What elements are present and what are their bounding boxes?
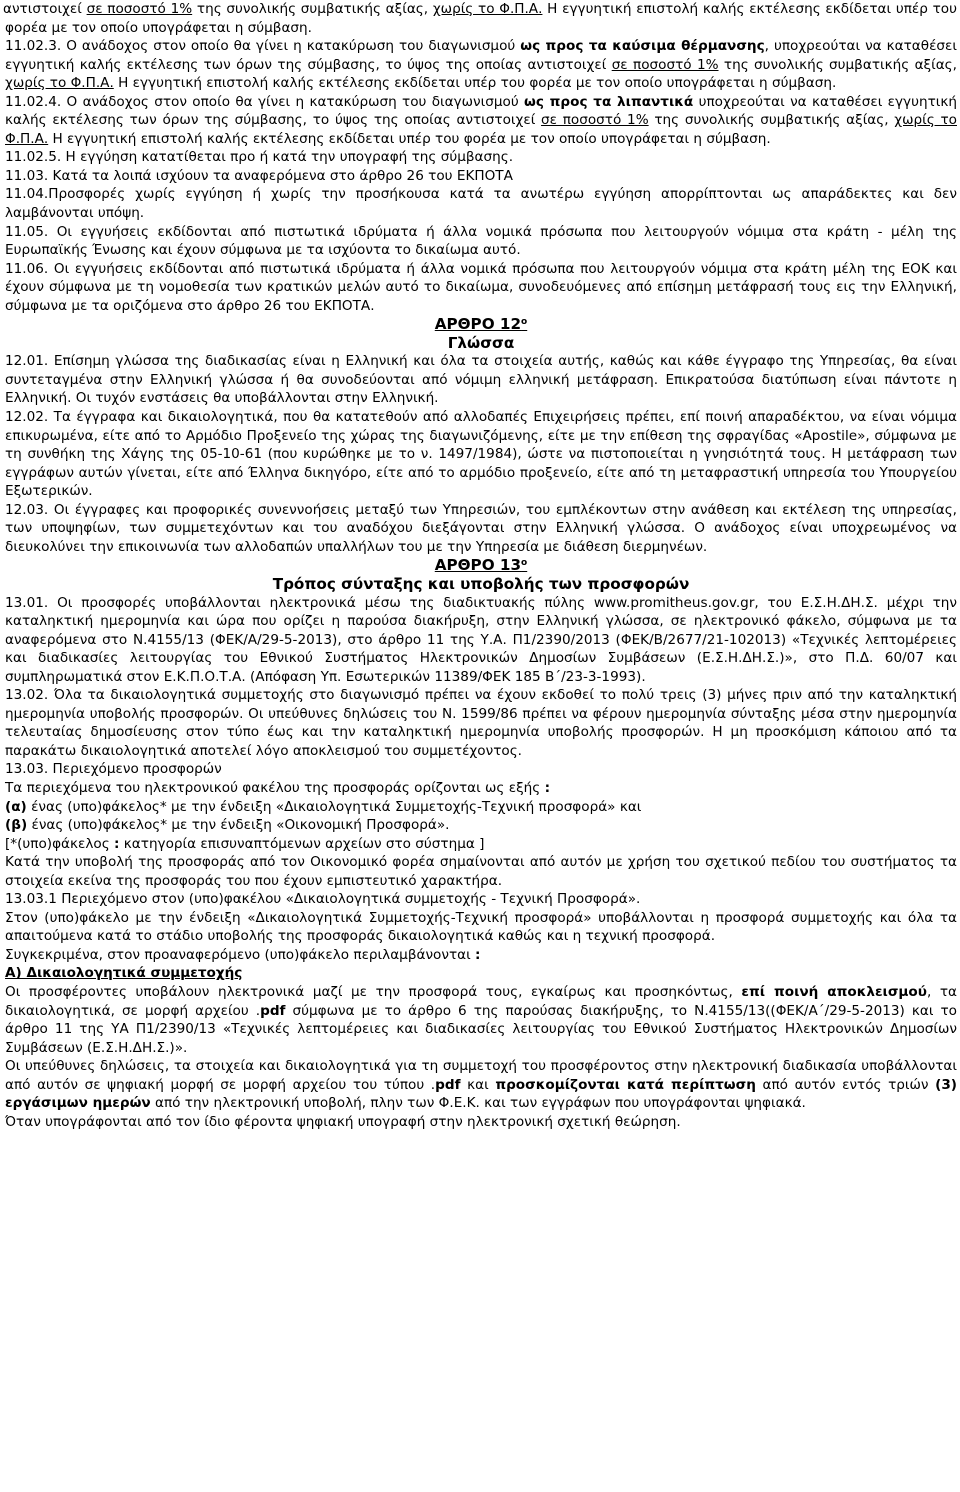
text-run: pdf [260,1002,286,1019]
paragraph [5,0,957,37]
article-12-ordinal: ο [521,317,528,328]
text-run: ένας (υπο)φάκελος* με την ένδειξη «Οικονομική Προσφορά». [27,817,450,834]
paragraph-11-06 [5,260,957,316]
text-run: Οι προσφέροντες υποβάλουν ηλεκτρονικά μαζί με την προσφορά τους, εγκαίρως και προσηκόντως, [5,983,742,1000]
text-run: προσκομίζονται κατά περίπτωση [495,1076,756,1093]
article-13-subtitle: Τρόπος σύνταξης και υποβολής των προσφορών [272,574,690,593]
paragraph-11-02-4 [5,93,957,149]
document-page [5,0,957,1131]
section-heading-a [5,964,957,983]
text-run: Η εγγυητική επιστολή καλής εκτέλεσης εκδίδεται υπέρ του φορέα με τον οποίο υπογράφεται η σύμβαση. [113,75,837,92]
text-run: 12.03. Οι έγγραφες και προφορικές συνεννοήσεις μεταξύ των Υπηρεσιών, του εμπλέκοντων στην ανάθεση και εκτέλεση της υπηρεσίας, των υποψηφίων, των συμμετεχόντων και του αναδόχου διεξάγονται στην Ελληνική γλώσσα. Ο ανάδοχος είναι υποχρεωμένος να διευκολύνει την επικοινωνία των αλλοδαπών υπαλλήλων του με την Υπηρεσία με διάθεση διερμηνέων. [5,501,957,555]
paragraph-11-02-5 [5,148,957,167]
text-run: 12.01. Επίσημη γλώσσα της διαδικασίας είναι η Ελληνική και όλα τα στοιχεία αυτής, καθώς και κάθε έγγραφο της Υπηρεσίας, θα είναι συντεταγμένα στην Ελληνική γλώσσα ή θα συνοδεύονται από νόμιμη ελληνική μετάφραση. Επικρατούσα διατύπωση είναι πάντοτε η Ελληνική. Οι τυχόν ενστάσεις θα υποβάλλονται στην Ελληνική. [5,353,957,407]
text-run: : [475,946,481,963]
text-run: (3) εργάσιμων ημερών [5,1076,958,1112]
paragraph-12-02 [5,408,957,501]
paragraph-13-03 [5,760,957,779]
list-item-a [5,798,957,817]
text-run: χωρίς το Φ.Π.Α. [432,1,543,17]
article-12-title [5,315,957,334]
text-run: [*(υπο)φάκελος [5,835,115,852]
paragraph-13-02 [5,686,957,760]
text-run: Η εγγυητική επιστολή καλής εκτέλεσης εκδίδεται υπέρ του φορέα με τον οποίο υπογράφεται η σύμβαση. [48,130,771,147]
text-run: pdf [435,1076,461,1093]
paragraph-envelope-contents [5,779,957,798]
paragraph-subfolder [5,909,957,946]
article-12-subtitle: Γλώσσα [447,333,515,352]
text-run: και [460,1076,496,1093]
paragraph-11-02-3 [5,37,957,93]
text-run: της συνολικής συμβατικής αξίας, [718,56,957,73]
paragraph-confidential [5,853,957,890]
text-run: σε ποσοστό 1% [86,1,193,17]
text-run: Οι υπεύθυνες δηλώσεις, τα στοιχεία και δικαιολογητικά για τη συμμετοχή του προσφέροντος στην ηλεκτρονική διαδικασία υποβάλλονται από αυτόν σε ψηφιακή μορφή σε μορφή αρχείου του τύπου . [5,1058,957,1093]
paragraph-11-03 [5,167,957,186]
text-run: 11.06. Οι εγγυήσεις εκδίδονται από πιστωτικά ιδρύματα ή άλλα νομικά πρόσωπα που λειτουργούν νόμιμα στα κράτη μέλη της ΕΟΚ και έχουν σύμφωνα με τη νομοθεσία των κρατικών μελών αυτό το δικαίωμα, συνοδευόμενες από επίσημη μετάφρασή τους εις την Ελληνική, σύμφωνα με τα οριζόμενα στο άρθρο 26 του ΕΚΠΟΤΑ. [5,260,957,314]
text-run: Όταν υπογράφονται από τον ίδιο φέροντα ψηφιακή υπογραφή στην ηλεκτρονική σχετική θεώρηση. [5,1113,681,1130]
text-run: χωρίς το Φ.Π.Α. [5,112,957,147]
text-run: σύμφωνα με το άρθρο 6 της παρούσας διακήρυξης, το Ν.4155/13((ΦΕΚ/Α΄/29-5-2013) και το άρθρο 11 της ΥΑ Π1/2390/13 «Τεχνικές λεπτομέρειες και διαδικασίες λειτουργίας του Εθνικού Συστήματος Ηλεκτρονικών Δημοσίων Συμβάσεων (Ε.Σ.Η.ΔΗ.Σ.)». [5,1002,957,1056]
text-run: : [544,779,551,796]
article-13-title [5,556,957,575]
text-run: 11.02.3. Ο ανάδοχος στον οποίο θα γίνει η κατακύρωση του διαγωνισμού [5,38,521,55]
paragraph-11-04 [5,185,957,222]
paragraph-note [5,835,957,854]
paragraph-12-01 [5,352,957,408]
text-run: 12.02. Τα έγγραφα και δικαιολογητικά, που θα κατατεθούν από αλλοδαπές Επιχειρήσεις πρέπει, επί ποινή απαραδέκτου, να είναι νόμιμα επικυρωμένα, είτε από το Αρμόδιο Προξενείο της χώρας της διαγωνιζόμενης, είτε με την επίθεση της σφραγίδας «Apostile», σύμφωνα με τη συνθήκη της Χάγης της 05-10-61 (που κυρώθηκε με το ν. 1497/1984), ώστε να πιστοποιείται η γνησιότητά τους. Η μετάφραση των εγγράφων αυτών γίνεται, είτε από Έλληνα δικηγόρο, είτε από το αρμόδιο προξενείο, είτε από τη μεταφραστική υπηρεσία του Υπουργείου Εξωτερικών. [5,409,957,500]
text-run: Τα περιεχόμενα του ηλεκτρονικού φακέλου της προσφοράς ορίζονται ως εξής [5,779,545,796]
text-run: σε ποσοστό 1% [541,112,649,129]
text-run: Στον (υπο)φάκελο με την ένδειξη «Δικαιολογητικά Συμμετοχής-Τεχνική προσφορά» υποβάλλονται η προσφορά συμμετοχής και όλα τα απαιτούμενα κατά το στάδιο υποβολής της προσφοράς δικαιολογητικά καθώς και η τεχνική προσφορά. [5,909,957,945]
text-run: Συγκεκριμένα, στον προαναφερόμενο (υπο)φάκελο περιλαμβάνονται [5,946,476,963]
text-run: 11.03. Κατά τα λοιπά ισχύουν τα αναφερόμενα στο άρθρο 26 του ΕΚΠΟΤΑ [5,167,513,184]
text-run: Η εγγυητική επιστολή καλής εκτέλεσης εκδίδεται υπέρ του φορέα με τον οποίο υπογράφεται η σύμβαση. [5,1,957,36]
paragraph-13-01 [5,594,957,687]
paragraph-specifically [5,946,957,965]
text-run: Α) Δικαιολογητικά συμμετοχής [5,965,243,982]
text-run: 13.02. Όλα τα δικαιολογητικά συμμετοχής στο διαγωνισμό πρέπει να έχουν εκδοθεί το πολύ τρεις (3) μήνες πριν από την καταληκτική ημερομηνία υποβολής προσφορών. Οι υπεύθυνες δηλώσεις του Ν. 1599/86 πρέπει να φέρουν ημερομηνία σύνταξης μέσα στην ημερομηνία τελευταίας δημοσίευσης στον τύπο έως και την καταληκτική ημερομηνία υποβολής προσφορών. Η μη προσκόμιση κάποιου από τα παρακάτω δικαιολογητικά αποτελεί λόγο αποκλεισμού του συμμετέχοντος. [5,687,957,759]
text-run: επί ποινή αποκλεισμού [741,983,927,1000]
paragraph-submission [5,983,957,1057]
text-run: , υποχρεούται να καταθέσει εγγυητική καλής εκτέλεσης των όρων της σύμβασης, το ύψος της οποίας αντιστοιχεί [5,38,957,73]
article-13-title-text: ΑΡΘΡΟ 13 [434,556,522,575]
paragraph-13-03-1 [5,890,957,909]
text-run: αντιστοιχεί [3,1,87,17]
text-run: της συνολικής συμβατικής αξίας, [192,1,433,17]
text-run: (β) [5,817,28,834]
text-run: από την ηλεκτρονική υποβολή, πλην των Φ.Ε.Κ. και των εγγράφων που υπογράφονται ψηφιακά. [150,1095,806,1112]
text-run: 11.05. Οι εγγυήσεις εκδίδονται από πιστωτικά ιδρύματα ή άλλα νομικά πρόσωπα που λειτουργούν νόμιμα στα κράτη - μέλη της Ευρωπαϊκής Ένωσης και έχουν σύμφωνα με τα ισχύοντα το δικαίωμα αυτό. [5,223,957,259]
text-run: 13.01. Οι προσφορές υποβάλλονται ηλεκτρονικά μέσω της διαδικτυακής πύλης www.promitheus.gov.gr, του Ε.Σ.Η.ΔΗ.Σ. μέχρι την καταληκτική ημερομηνία και ώρα που ορίζει η παρούσα διακήρυξη, στην Ελληνική γλώσσα, σε ηλεκτρονικό φάκελο, σύμφωνα με τα αναφερόμενα στο Ν.4155/13 (ΦΕΚ/Α/29-5-2013), στο άρθρο 11 της Υ.Α. Π1/2390/2013 (ΦΕΚ/Β/2677/21-102013) «Τεχνικές λεπτομέρειες και διαδικασίες λειτουργίας του Εθνικού Συστήματος Ηλεκτρονικών Δημοσίων Συμβάσεων (Ε.Σ.Η.ΔΗ.Σ.)», στο Π.Δ. 60/07 και συμπληρωματικά στον Ε.Κ.Π.Ο.Τ.Α. (Απόφαση Υπ. Εσωτερικών 11389/ΦΕΚ 185 Β΄/23-3-1993). [5,594,957,685]
text-run: υποχρεούται να καταθέσει εγγυητική καλής εκτέλεσης των όρων της σύμβασης, το ύψος της οποίας αντιστοιχεί [5,93,957,129]
article-13-ordinal: ο [521,558,528,569]
paragraph-12-03 [5,501,957,557]
text-run: 11.04.Προσφορές χωρίς εγγύηση ή χωρίς την προσήκουσα κατά τα ανωτέρω εγγύηση απορρίπτονται ως απαράδεκτες και δεν λαμβάνονται υπόψη. [5,186,957,222]
text-run: 13.03.1 Περιεχόμενο στον (υπο)φακέλου «Δικαιολογητικά συμμετοχής - Τεχνική Προσφορά». [5,891,641,908]
text-run: , τα δικαιολογητικά, σε μορφή αρχείου . [5,983,957,1019]
text-run: από αυτόν εντός τριών [755,1076,936,1093]
text-run: 11.02.5. Η εγγύηση κατατίθεται προ ή κατά την υπογραφή της σύμβασης. [5,149,514,166]
text-run: ένας (υπο)φάκελος* με την ένδειξη «Δικαιολογητικά Συμμετοχής-Τεχνική προσφορά» και [26,798,642,815]
text-run: 13.03. Περιεχόμενο προσφορών [5,761,222,778]
text-run: σε ποσοστό 1% [611,56,719,73]
text-run: (α) [5,798,27,815]
text-run: της συνολικής συμβατικής αξίας, [648,112,895,129]
paragraph-declarations [5,1057,957,1113]
text-run: 11.02.4. Ο ανάδοχος στον οποίο θα γίνει η κατακύρωση του διαγωνισμού [5,93,525,110]
list-item-b [5,816,957,835]
text-run: Κατά την υποβολή της προσφοράς από τον Οικονομικό φορέα σημαίνονται από αυτόν με χρήση του σχετικού πεδίου του συστήματος τα στοιχεία εκείνα της προσφοράς του που έχουν εμπιστευτικό χαρακτήρα. [5,854,957,889]
text-run: : [114,835,120,852]
text-run: χωρίς το Φ.Π.Α. [5,75,114,92]
article-12-title-text: ΑΡΘΡΟ 12 [434,315,522,334]
text-run: κατηγορία επισυναπτόμενων αρχείων στο σύστημα ] [119,835,485,852]
text-run: ως προς τα καύσιμα θέρμανσης [520,38,765,55]
paragraph-signature [5,1113,957,1132]
paragraph-11-05 [5,223,957,260]
text-run: ως προς τα λιπαντικά [524,93,694,110]
